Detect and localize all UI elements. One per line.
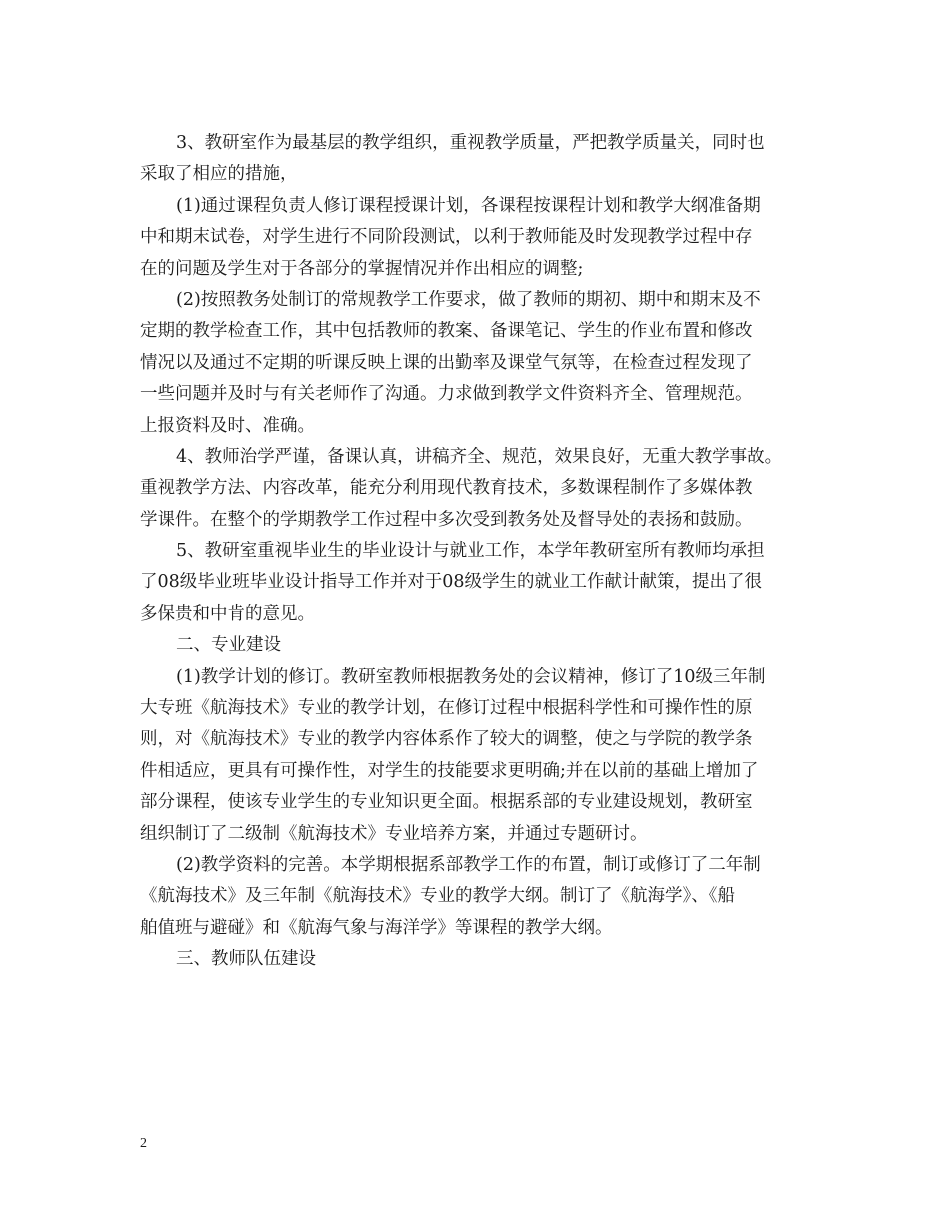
text-line: 了08级毕业班毕业设计指导工作并对于08级学生的就业工作献计献策，提出了很 [140, 572, 763, 593]
text-line: 情况以及通过不定期的听课反映上课的出勤率及课堂气氛等，在检查过程发现了 [140, 352, 753, 373]
text-line: 《航海技术》及三年制《航海技术》专业的教学大纲。制订了《航海学》、《船 [140, 886, 735, 907]
text-line: 大专班《航海技术》专业的教学计划，在修订过程中根据科学性和可操作性的原 [140, 698, 753, 719]
section-heading: 二、专业建设 [176, 635, 281, 656]
page-number: 2 [140, 1136, 147, 1151]
text-line: (2)按照教务处制订的常规教学工作要求，做了教师的期初、期中和期末及不 [176, 289, 761, 310]
text-line: 组织制订了二级制《航海技术》专业培养方案，并通过专题研讨。 [140, 823, 648, 844]
text-line: 4、教师治学严谨，备课认真，讲稿齐全、规范，效果良好，无重大教学事故。 [176, 446, 783, 467]
text-line: 一些问题并及时与有关老师作了沟通。力求做到教学文件资料齐全、管理规范。 [140, 384, 753, 405]
text-line: 舶值班与避碰》和《航海气象与海洋学》等课程的教学大纲。 [140, 917, 613, 938]
text-line: 则，对《航海技术》专业的教学内容体系作了较大的调整，使之与学院的教学条 [140, 729, 753, 750]
text-line: (1)通过课程负责人修订课程授课计划，各课程按课程计划和教学大纲准备期 [176, 195, 761, 216]
text-line: 采取了相应的措施， [140, 164, 298, 185]
text-line: 学课件。在整个的学期教学工作过程中多次受到教务处及督导处的表扬和鼓励。 [140, 509, 753, 530]
text-line: 部分课程，使该专业学生的专业知识更全面。根据系部的专业建设规划，教研室 [140, 792, 753, 813]
text-line: 在的问题及学生对于各部分的掌握情况并作出相应的调整; [140, 258, 584, 279]
text-line: 定期的教学检查工作，其中包括教师的教案、备课笔记、学生的作业布置和修改 [140, 321, 753, 342]
text-line: (2)教学资料的完善。本学期根据系部教学工作的布置，制订或修订了二年制 [176, 854, 761, 875]
text-line: (1)教学计划的修订。教研室教师根据教务处的会议精神，修订了10级三年制 [176, 666, 766, 687]
document-body [140, 128, 810, 976]
text-line: 重视教学方法、内容改革，能充分利用现代教育技术，多数课程制作了多媒体教 [140, 478, 753, 499]
text-line: 5、教研室重视毕业生的毕业设计与就业工作，本学年教研室所有教师均承担 [176, 541, 765, 562]
section-heading: 三、教师队伍建设 [176, 949, 316, 970]
text-line: 件相适应，更具有可操作性，对学生的技能要求更明确;并在以前的基础上增加了 [140, 760, 759, 781]
text-line: 3、教研室作为最基层的教学组织，重视教学质量，严把教学质量关，同时也 [176, 133, 765, 153]
text-line: 多保贵和中肯的意见。 [140, 603, 315, 624]
text-line: 中和期末试卷，对学生进行不同阶段测试，以利于教师能及时发现教学过程中存 [140, 227, 753, 248]
text-line: 上报资料及时、准确。 [140, 415, 315, 436]
